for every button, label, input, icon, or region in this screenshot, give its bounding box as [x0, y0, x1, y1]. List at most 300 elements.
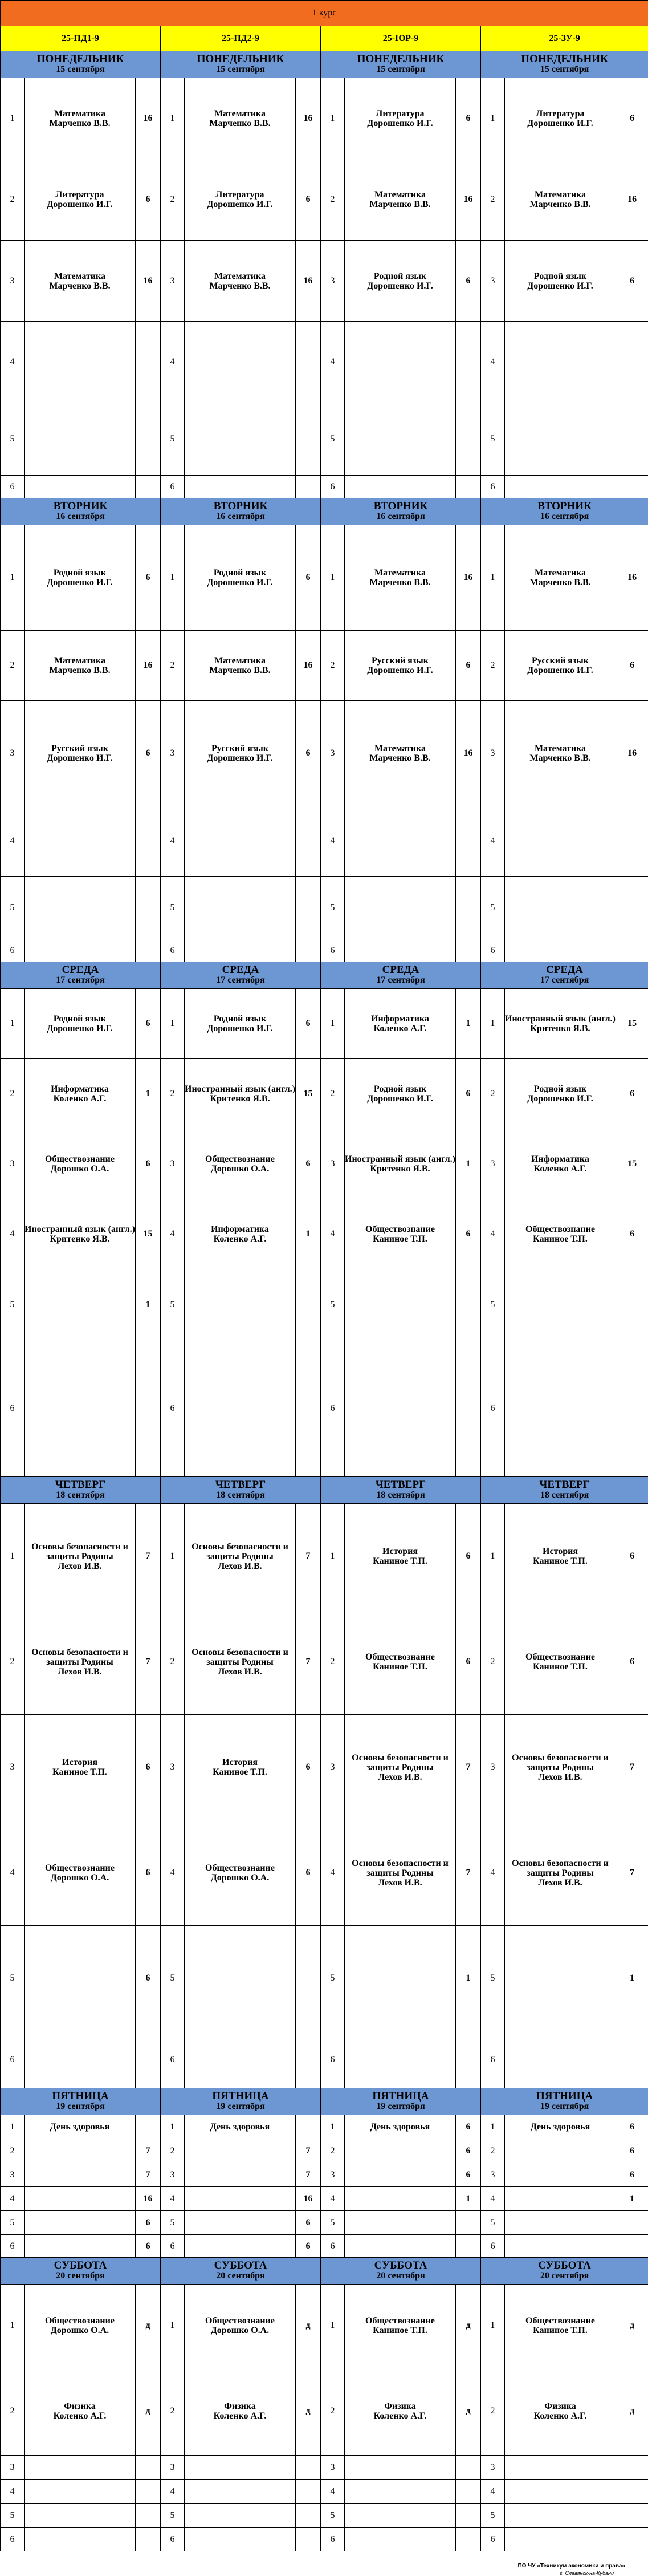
lesson-number: 5 — [321, 2504, 345, 2528]
day-header — [1, 2088, 161, 2115]
lesson-number: 6 — [481, 476, 505, 498]
lesson-cell — [25, 2367, 136, 2456]
lesson-number: 2 — [321, 631, 345, 701]
day-date: 16 сентября — [540, 512, 589, 521]
lesson-cell — [505, 476, 616, 498]
teacher-name: Коленко А.Г. — [185, 1234, 295, 1244]
subject-name: Русский язык — [505, 656, 616, 666]
room-number — [616, 1269, 648, 1340]
room-number — [456, 939, 481, 962]
lesson-cell — [185, 2139, 296, 2163]
room-number — [296, 476, 321, 498]
lesson-number: 2 — [321, 2367, 345, 2456]
lesson-row — [1, 1926, 648, 2031]
lesson-number: 6 — [481, 2031, 505, 2088]
room-number — [296, 2528, 321, 2551]
lesson-cell — [505, 877, 616, 939]
lesson-number: 2 — [481, 1609, 505, 1715]
lesson-cell — [505, 2285, 616, 2367]
day-header — [481, 1477, 648, 1504]
lesson-row — [1, 2480, 648, 2504]
room-number: 6 — [456, 1609, 481, 1715]
lesson-number: 1 — [1, 2115, 25, 2139]
lesson-number: 3 — [1, 2163, 25, 2187]
lesson-cell — [345, 1340, 456, 1477]
subject-name: Обществознание — [185, 1863, 295, 1873]
room-number — [136, 2528, 161, 2551]
room-number: д — [136, 2367, 161, 2456]
room-number: 6 — [456, 2139, 481, 2163]
teacher-name: Каниное Т.П. — [505, 1662, 616, 1672]
room-number — [296, 2115, 321, 2139]
subject-name: Информатика — [505, 1154, 616, 1164]
lesson-cell — [505, 1199, 616, 1269]
subject-name: Русский язык — [25, 744, 135, 753]
subject-name: Обществознание — [185, 2316, 295, 2326]
lesson-number: 5 — [321, 2211, 345, 2235]
lesson-row — [1, 1059, 648, 1129]
lesson-number: 2 — [1, 2367, 25, 2456]
subject-name: Обществознание — [25, 2316, 135, 2326]
lesson-cell — [185, 877, 296, 939]
room-number — [456, 322, 481, 403]
day-date: 15 сентября — [56, 64, 104, 74]
lesson-number: 1 — [321, 78, 345, 159]
room-number: 16 — [296, 631, 321, 701]
lesson-number: 5 — [481, 1269, 505, 1340]
subject-name: Обществознание — [25, 1863, 135, 1873]
lesson-cell — [345, 525, 456, 631]
teacher-name: Каниное Т.П. — [345, 2326, 455, 2335]
room-number: 7 — [136, 2139, 161, 2163]
lesson-cell — [185, 1926, 296, 2031]
day-name: ЧЕТВЕРГ — [161, 1480, 320, 1490]
lesson-cell — [505, 2480, 616, 2504]
lesson-row — [1, 2187, 648, 2211]
footer-org: ПО ЧУ «Техникум экономики и права» — [517, 2563, 625, 2569]
lesson-number: 3 — [161, 1129, 185, 1199]
subject-name: Математика — [345, 744, 455, 753]
day-date: 17 сентября — [56, 975, 104, 985]
room-number — [296, 2480, 321, 2504]
lesson-number: 1 — [481, 989, 505, 1059]
day-header — [161, 2088, 321, 2115]
lesson-cell — [505, 1129, 616, 1199]
teacher-name: Марченко В.В. — [25, 666, 135, 675]
lesson-number: 6 — [1, 1340, 25, 1477]
subject-name: История — [505, 1547, 616, 1556]
lesson-cell — [345, 2285, 456, 2367]
lesson-row — [1, 701, 648, 806]
lesson-number: 1 — [161, 989, 185, 1059]
day-date: 17 сентября — [216, 975, 264, 985]
day-header — [321, 2088, 481, 2115]
day-header — [161, 962, 321, 989]
lesson-cell — [25, 525, 136, 631]
day-name: ПЯТНИЦА — [321, 2091, 480, 2102]
lesson-cell — [345, 1199, 456, 1269]
lesson-number: 6 — [161, 939, 185, 962]
lesson-cell — [345, 2187, 456, 2211]
lesson-number: 3 — [321, 1129, 345, 1199]
lesson-cell — [345, 2456, 456, 2480]
teacher-name: Дорошенко И.Г. — [185, 200, 295, 209]
lesson-number: 5 — [481, 2211, 505, 2235]
lesson-cell — [505, 159, 616, 241]
subject-name: Родной язык — [345, 271, 455, 281]
lesson-number: 3 — [481, 1129, 505, 1199]
lesson-cell — [25, 1129, 136, 1199]
lesson-cell — [345, 1269, 456, 1340]
teacher-name: Дорошенко И.Г. — [345, 666, 455, 675]
subject-name: Иностранный язык (англ.) — [25, 1224, 135, 1234]
lesson-number: 6 — [1, 939, 25, 962]
lesson-number: 1 — [481, 78, 505, 159]
room-number — [296, 2031, 321, 2088]
day-date: 15 сентября — [376, 64, 425, 74]
subject-name: Математика — [185, 271, 295, 281]
room-number: 16 — [616, 525, 648, 631]
lesson-cell — [345, 2211, 456, 2235]
day-header — [481, 2088, 648, 2115]
lesson-cell — [345, 1059, 456, 1129]
room-number — [456, 2480, 481, 2504]
teacher-name: Дорошко О.А. — [25, 1164, 135, 1174]
room-number: 7 — [136, 2163, 161, 2187]
day-header — [321, 2258, 481, 2285]
lesson-number: 2 — [321, 1609, 345, 1715]
teacher-name: Критенко Я.В. — [345, 1164, 455, 1174]
room-number: 6 — [296, 1715, 321, 1820]
lesson-cell — [505, 241, 616, 322]
teacher-name: Лехов И.В. — [345, 1878, 455, 1888]
subject-name: Обществознание — [505, 1652, 616, 1662]
lesson-number: 3 — [1, 701, 25, 806]
lesson-cell — [505, 1609, 616, 1715]
teacher-name: Дорошко О.А. — [25, 1873, 135, 1883]
lesson-cell — [25, 2480, 136, 2504]
lesson-cell — [505, 2139, 616, 2163]
subject-name: Математика — [25, 271, 135, 281]
subject-name: Основы безопасности и защиты Родины — [345, 1753, 455, 1772]
lesson-number: 1 — [1, 1504, 25, 1609]
teacher-name: Марченко В.В. — [505, 753, 616, 763]
lesson-row — [1, 525, 648, 631]
lesson-row — [1, 403, 648, 476]
teacher-name: Марченко В.В. — [25, 119, 135, 128]
room-number: 6 — [616, 78, 648, 159]
subject-name: Математика — [25, 109, 135, 119]
room-number: 1 — [616, 2187, 648, 2211]
day-date: 19 сентября — [56, 2102, 104, 2111]
lesson-cell — [345, 241, 456, 322]
lesson-number: 2 — [1, 2139, 25, 2163]
room-number: 1 — [136, 1059, 161, 1129]
room-number: 7 — [296, 2163, 321, 2187]
teacher-name: Лехов И.В. — [185, 1667, 295, 1677]
lesson-cell — [185, 2285, 296, 2367]
room-number: 6 — [136, 1926, 161, 2031]
room-number: 6 — [136, 2211, 161, 2235]
lesson-cell — [185, 2367, 296, 2456]
lesson-cell — [25, 476, 136, 498]
lesson-number: 6 — [321, 1340, 345, 1477]
day-name: СУББОТА — [161, 2261, 320, 2271]
subject-name: Основы безопасности и защиты Родины — [505, 1753, 616, 1772]
teacher-name: Каниное Т.П. — [345, 1662, 455, 1672]
room-number: 15 — [616, 989, 648, 1059]
lesson-cell — [345, 2235, 456, 2258]
room-number: д — [616, 2285, 648, 2367]
lesson-number: 4 — [481, 2187, 505, 2211]
teacher-name: Дорошенко И.Г. — [25, 1024, 135, 1033]
room-number: д — [456, 2285, 481, 2367]
room-number: 16 — [456, 159, 481, 241]
day-name: ПЯТНИЦА — [161, 2091, 320, 2102]
room-number: 15 — [616, 1129, 648, 1199]
subject-name: Обществознание — [505, 1224, 616, 1234]
lesson-number: 2 — [321, 2139, 345, 2163]
day-header — [321, 498, 481, 525]
subject-name: Литература — [505, 109, 616, 119]
room-number: 6 — [616, 2139, 648, 2163]
room-number: 16 — [136, 2187, 161, 2211]
lesson-number: 1 — [1, 989, 25, 1059]
subject-name: Основы безопасности и защиты Родины — [505, 1859, 616, 1878]
lesson-number: 4 — [321, 1820, 345, 1926]
room-number: 15 — [296, 1059, 321, 1129]
lesson-number: 6 — [481, 939, 505, 962]
lesson-cell — [345, 1609, 456, 1715]
room-number: 16 — [616, 701, 648, 806]
subject-name: День здоровья — [505, 2122, 616, 2132]
teacher-name: Лехов И.В. — [185, 1561, 295, 1571]
teacher-name: Критенко Я.В. — [185, 1094, 295, 1104]
subject-name: Иностранный язык (англ.) — [505, 1014, 616, 1024]
lesson-cell — [185, 939, 296, 962]
lesson-cell — [25, 159, 136, 241]
teacher-name: Дорошенко И.Г. — [185, 1024, 295, 1033]
lesson-number: 4 — [161, 1199, 185, 1269]
lesson-cell — [185, 1715, 296, 1820]
lesson-cell — [505, 701, 616, 806]
teacher-name: Дорошко О.А. — [25, 2326, 135, 2335]
lesson-number: 1 — [161, 78, 185, 159]
teacher-name: Лехов И.В. — [25, 1561, 135, 1571]
lesson-number: 5 — [161, 1269, 185, 1340]
teacher-name: Лехов И.В. — [505, 1772, 616, 1782]
room-number — [616, 476, 648, 498]
lesson-row — [1, 2211, 648, 2235]
teacher-name: Коленко А.Г. — [505, 2411, 616, 2421]
lesson-row — [1, 2285, 648, 2367]
room-number: 6 — [296, 2235, 321, 2258]
lesson-cell — [185, 2115, 296, 2139]
room-number — [616, 403, 648, 476]
subject-name: Родной язык — [505, 1084, 616, 1094]
lesson-number: 1 — [1, 525, 25, 631]
lesson-row — [1, 2504, 648, 2528]
teacher-name: Дорошенко И.Г. — [505, 281, 616, 291]
subject-name: Литература — [185, 190, 295, 200]
lesson-cell — [185, 322, 296, 403]
lesson-cell — [25, 1609, 136, 1715]
subject-name: День здоровья — [25, 2122, 135, 2132]
lesson-cell — [25, 631, 136, 701]
room-number: 6 — [456, 1504, 481, 1609]
lesson-cell — [505, 1340, 616, 1477]
subject-name: Родной язык — [185, 1014, 295, 1024]
lesson-cell — [185, 806, 296, 877]
room-number: 6 — [296, 159, 321, 241]
day-date: 17 сентября — [376, 975, 425, 985]
lesson-cell — [185, 1504, 296, 1609]
lesson-number: 1 — [1, 78, 25, 159]
teacher-name: Лехов И.В. — [345, 1772, 455, 1782]
room-number: 15 — [136, 1199, 161, 1269]
lesson-number: 5 — [1, 1269, 25, 1340]
room-number — [136, 476, 161, 498]
subject-name: Математика — [25, 656, 135, 666]
lesson-number: 4 — [481, 2480, 505, 2504]
room-number: 6 — [456, 2163, 481, 2187]
lesson-number: 4 — [1, 2187, 25, 2211]
lesson-number: 6 — [161, 1340, 185, 1477]
lesson-number: 5 — [161, 2504, 185, 2528]
day-name: ЧЕТВЕРГ — [321, 1480, 480, 1490]
lesson-row — [1, 1340, 648, 1477]
teacher-name: Каниное Т.П. — [505, 2326, 616, 2335]
day-header — [321, 962, 481, 989]
room-number: 16 — [616, 159, 648, 241]
lesson-number: 1 — [321, 525, 345, 631]
lesson-cell — [185, 476, 296, 498]
lesson-number: 3 — [321, 701, 345, 806]
lesson-number: 5 — [161, 877, 185, 939]
room-number: 6 — [296, 989, 321, 1059]
subject-name: Основы безопасности и защиты Родины — [185, 1648, 295, 1667]
room-number — [456, 2031, 481, 2088]
room-number: 1 — [456, 989, 481, 1059]
subject-name: Основы безопасности и защиты Родины — [345, 1859, 455, 1878]
day-date: 20 сентября — [56, 2271, 104, 2281]
room-number: 6 — [296, 2211, 321, 2235]
lesson-cell — [185, 2163, 296, 2187]
lesson-cell — [505, 2528, 616, 2551]
lesson-cell — [25, 2211, 136, 2235]
day-header — [161, 51, 321, 78]
lesson-cell — [25, 877, 136, 939]
room-number — [616, 1340, 648, 1477]
teacher-name: Марченко В.В. — [185, 119, 295, 128]
day-name: ПЯТНИЦА — [481, 2091, 648, 2102]
lesson-cell — [345, 159, 456, 241]
lesson-row — [1, 78, 648, 159]
lesson-cell — [185, 1340, 296, 1477]
lesson-cell — [25, 806, 136, 877]
teacher-name: Дорошенко И.Г. — [185, 578, 295, 587]
lesson-number: 6 — [321, 476, 345, 498]
lesson-cell — [345, 939, 456, 962]
lesson-row — [1, 322, 648, 403]
teacher-name: Лехов И.В. — [25, 1667, 135, 1677]
room-number — [296, 1340, 321, 1477]
teacher-name: Дорошко О.А. — [185, 1164, 295, 1174]
lesson-number: 2 — [481, 2139, 505, 2163]
lesson-cell — [505, 403, 616, 476]
lesson-row — [1, 2163, 648, 2187]
day-date: 18 сентября — [56, 1490, 104, 1500]
lesson-cell — [25, 1340, 136, 1477]
day-date: 19 сентября — [540, 2102, 589, 2111]
teacher-name: Марченко В.В. — [345, 200, 455, 209]
lesson-cell — [505, 1269, 616, 1340]
subject-name: Физика — [505, 2401, 616, 2411]
lesson-cell — [185, 2528, 296, 2551]
room-number: 6 — [616, 1609, 648, 1715]
subject-name: Физика — [345, 2401, 455, 2411]
lesson-cell — [185, 989, 296, 1059]
lesson-cell — [185, 2504, 296, 2528]
day-name: ЧЕТВЕРГ — [1, 1480, 160, 1490]
lesson-number: 3 — [481, 1715, 505, 1820]
lesson-cell — [505, 2456, 616, 2480]
lesson-number: 4 — [481, 322, 505, 403]
day-name: ВТОРНИК — [1, 501, 160, 512]
teacher-name: Дорошенко И.Г. — [505, 119, 616, 128]
teacher-name: Дорошенко И.Г. — [185, 753, 295, 763]
group-header: 25-ПД1-9 — [1, 26, 161, 51]
lesson-number: 1 — [321, 1504, 345, 1609]
lesson-number: 5 — [161, 403, 185, 476]
lesson-row — [1, 2528, 648, 2551]
teacher-name: Каниное Т.П. — [25, 1767, 135, 1777]
lesson-cell — [185, 78, 296, 159]
day-header — [321, 51, 481, 78]
day-date: 18 сентября — [540, 1490, 589, 1500]
teacher-name: Дорошко О.А. — [185, 1873, 295, 1883]
lesson-number: 2 — [1, 1059, 25, 1129]
lesson-cell — [345, 877, 456, 939]
teacher-name: Критенко Я.В. — [25, 1234, 135, 1244]
room-number: 6 — [136, 159, 161, 241]
lesson-number: 1 — [1, 2285, 25, 2367]
lesson-row — [1, 159, 648, 241]
lesson-number: 4 — [481, 1820, 505, 1926]
lesson-number: 3 — [161, 2163, 185, 2187]
subject-name: Информатика — [345, 1014, 455, 1024]
room-number — [616, 2211, 648, 2235]
lesson-number: 1 — [161, 2115, 185, 2139]
day-date: 15 сентября — [216, 64, 264, 74]
lesson-number: 3 — [161, 2456, 185, 2480]
lesson-number: 5 — [321, 877, 345, 939]
lesson-cell — [185, 1129, 296, 1199]
day-name: ПОНЕДЕЛЬНИК — [321, 54, 480, 64]
room-number — [136, 806, 161, 877]
room-number: 16 — [456, 701, 481, 806]
lesson-cell — [25, 2031, 136, 2088]
lesson-number: 6 — [481, 2235, 505, 2258]
room-number — [456, 877, 481, 939]
lesson-cell — [185, 701, 296, 806]
lesson-cell — [25, 2528, 136, 2551]
lesson-cell — [345, 2480, 456, 2504]
lesson-cell — [25, 2235, 136, 2258]
subject-name: Математика — [185, 656, 295, 666]
lesson-row — [1, 1820, 648, 1926]
room-number: 7 — [136, 1609, 161, 1715]
